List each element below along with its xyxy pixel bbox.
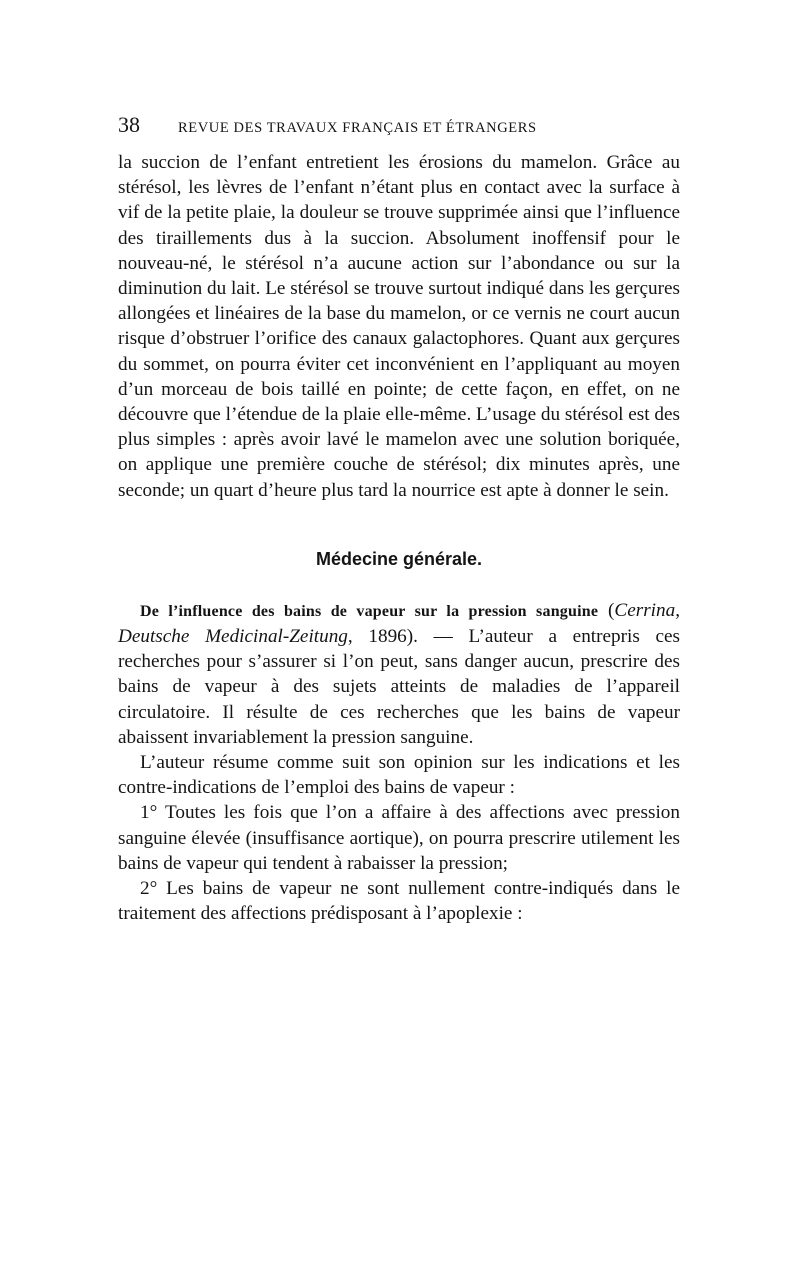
paragraph-continuation: la succion de l’enfant entretient les érosions du mamelon. Grâce au stérésol, les lèvres de l’enfant n’étant plus en contact avec la surface à vif de la petite plaie, la douleur se trouve supprimée ainsi que l’influence des tiraillements dus à la succion. Absolument inoffensif pour le nouveau-né, le stérésol n’a aucune action sur l’abondance ou sur la diminution du lait. Le stérésol se trouve surtout indiqué dans les gerçures allongées et linéaires de la base du mamelon, or ce vernis ne court aucun risque d’obstruer l’orifice des canaux galactophores. Quant aux gerçures du sommet, on pourra éviter cet inconvénient en l’appliquant au moyen d’un morceau de bois taillé en pointe; de cette façon, en effet, on ne découvre que l’étendue de la plaie elle-même. L’usage du stérésol est des plus simples : après avoir lavé le mamelon avec une solution boriquée, on applique une première couche de stérésol; dix minutes après, une seconde; un quart d’heure plus tard la nourrice est apte à donner le sein. <box>118 152 680 501</box>
book-page <box>118 112 680 926</box>
paragraph-point-2: 2° Les bains de vapeur ne sont nullement contre-indiqués dans le traitement des affections prédisposant à l’apoplexie : <box>118 878 680 925</box>
citation-journal: Deutsche Medicinal-Zeitung <box>118 626 348 648</box>
paragraph-summary: L’auteur résume comme suit son opinion sur les indications et les contre-indications de l’emploi des bains de vapeur : <box>118 752 680 799</box>
citation-author: Cerrina <box>614 599 676 621</box>
article-title: De l’influence des bains de vapeur sur la pression sanguine <box>140 602 599 620</box>
section-title: Médecine générale. <box>315 548 483 569</box>
citation-open: ( <box>608 599 615 621</box>
page-number: 38 <box>118 112 140 137</box>
page-header <box>118 112 680 144</box>
article-intro-text: — L’auteur a entrepris ces recherches pour s’assurer si l’on peut, sans danger aucun, prescrire des bains de vapeur à des sujets atteints de maladies de l’appareil circulatoire. Il résulte de ces recherches que les bains de vapeur abaissent invariablement la pression sanguine. <box>118 626 680 748</box>
article-intro-paragraph <box>118 598 680 750</box>
citation-separator: , <box>675 599 680 621</box>
running-title: REVUE DES TRAVAUX FRANÇAIS ET ÉTRANGERS <box>178 120 537 136</box>
citation-close: , 1896). <box>347 626 418 648</box>
paragraph-point-1: 1° Toutes les fois que l’on a affaire à des affections avec pression sanguine élevée (insuffisance aortique), on pourra prescrire utilement les bains de vapeur qui tendent à rabaisser la pression; <box>118 802 680 874</box>
